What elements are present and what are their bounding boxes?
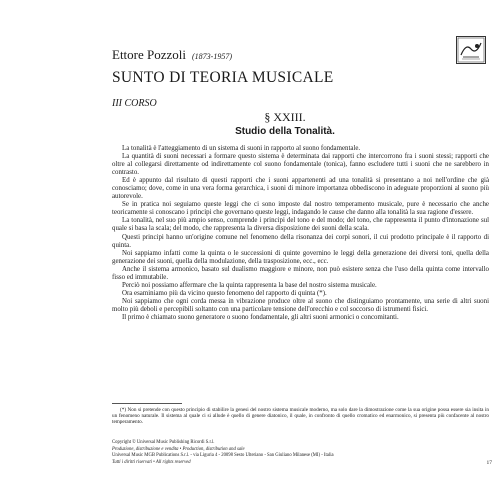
course-label: III CORSO xyxy=(112,98,157,109)
section-number: § XXIII. xyxy=(264,110,306,124)
footnote-divider xyxy=(112,403,182,404)
paragraph: La tonalità, nel suo più ampio senso, comprende i principi del tono e del modo; del tono, che rappresenta il punto d'intonazione sul quale si basa la scala; del modo, che rappresenta la diversa disposizione dei suoni della scala. xyxy=(112,217,489,233)
copyright-block xyxy=(112,440,492,466)
paragraph: Ora esaminiamo più da vicino questo fenomeno del rapporto di quinta (*). xyxy=(122,289,327,297)
paragraph: Perciò noi possiamo affermare che la quinta rappresenta la base del nostro sistema musicale. xyxy=(122,281,377,289)
credit-line: Copyright © Universal Music Publishing Ricordi S.r.l. xyxy=(112,440,215,445)
paragraph: Il primo è chiamato suono generatore o suono fondamentale, gli altri suoni armonici o concomitanti. xyxy=(122,313,399,321)
paragraph: La quantità di suoni necessari a formare questo sistema è determinata dai rapporti che intercorrono fra i suoni stessi; rapporti che oltre al collegarsi direttamente od indirettamente col suono fondamentale (tonica), fanno escludere tutti i suoni che ne sarebbero in contrasto. xyxy=(112,153,489,177)
footnote xyxy=(112,407,489,425)
credit-line: Produzione, distribuzione e vendita • Production, distribution and sale xyxy=(112,446,245,452)
paragraph: Anche il sistema armonico, basato sul dualismo maggiore e minore, non può esistere senza che l'uso della quinta come intervallo fisso ed immutabile. xyxy=(112,265,489,281)
page-number: 17 xyxy=(486,460,492,466)
credit-line: Tutti i diritti riservati • All rights reserved xyxy=(112,459,191,465)
paragraph: Ed è appunto dal risultato di questi rapporti che i suoni appartenenti ad una tonalità si presentano a noi nell'ordine che già conosciamo; dove, come in una vera forma gerarchica, i suoni di minore importanza obbediscono in adeguate proporzioni al suono più autorevole. xyxy=(112,177,489,201)
paragraph: La tonalità è l'atteggiamento di un sistema di suoni in rapporto al suono fondamentale. xyxy=(122,145,361,152)
footnote-text: (*) Non si pretende con questo principio di stabilire la genesi del nostro sistema musicale moderno, ma solo dare la dimostrazione come la sua origine possa essere sia insita in un fenomeno naturale. Il sistema al quale ci si allude è quello di genere diatonico, il quale, in confronto di quello cromatico ed enarmonico, si presenta più confacente al nostro temperamento. xyxy=(112,407,489,425)
body-text xyxy=(112,145,489,322)
publisher-emblem-icon xyxy=(456,36,486,64)
paragraph: Se in pratica noi seguiamo queste leggi che ci sono imposte dal nostro temperamento musicale, pure è necessario che anche teoricamente si conoscano i principi che governano queste leggi, indagando le cause che danno alla tonalità la sua ragione d'essere. xyxy=(112,201,489,217)
author-dates: (1873-1957) xyxy=(192,52,233,61)
author-line xyxy=(112,46,232,64)
section-title: Studio della Tonalità. xyxy=(235,126,335,137)
book-title: SUNTO DI TEORIA MUSICALE xyxy=(112,69,334,86)
paragraph: Noi sappiamo infatti come la quinta o le successioni di quinte governino le leggi della generazione dei diversi toni, quella della generazione dei suoni, quella della modulazione, della trasposizione, ecc., ecc. xyxy=(112,249,489,265)
credit-line: Universal Music MGB Publications S.r.l. - via Liguria 4 - 20098 Sesto Ulteriano - San Giuliano Milanese (MI) - Italia xyxy=(112,453,334,459)
paragraph: Noi sappiamo che ogni corda messa in vibrazione produce oltre al suono che distinguiamo prontamente, una serie di altri suoni molto più deboli e percepibili soltanto con una particolare tensione dell'orecchio e col soccorso di istrumenti fisici. xyxy=(112,297,489,313)
author-name: Ettore Pozzoli xyxy=(112,47,187,62)
paragraph: Questi principi hanno un'origine comune nel fenomeno della risonanza dei corpi sonori, il cui prodotto principale è il rapporto di quinta. xyxy=(112,233,489,249)
